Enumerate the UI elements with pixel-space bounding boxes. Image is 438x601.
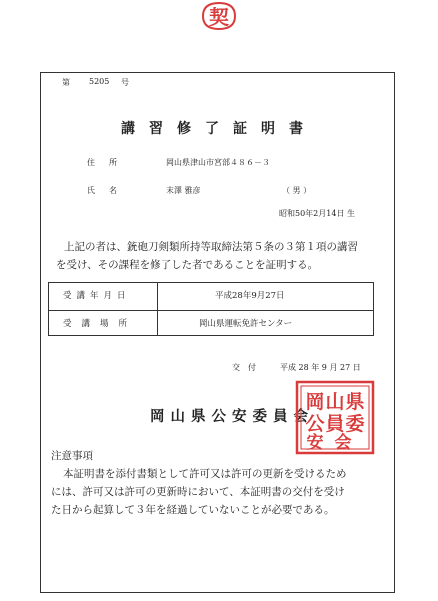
seal-char: 山 (325, 391, 345, 413)
issue-label: 交 付 (232, 363, 256, 372)
body-line-2: を受け、その課程を修了した者であることを証明する。 (56, 259, 319, 271)
table-row (49, 283, 373, 310)
course-info-table (48, 282, 374, 336)
seal-char: 員 (325, 413, 345, 435)
body-line-1: 上記の者は、銃砲刀剣類所持等取締法第５条の３第１項の講習 (64, 241, 358, 253)
seal-char: 委 (345, 413, 365, 435)
table-row (49, 310, 373, 338)
seal-char: 県 (345, 391, 365, 413)
notes-line-2: には、許可又は許可の更新時において、本証明書の交付を受け (51, 486, 345, 498)
page-title: 講習修了証明書 (121, 121, 317, 137)
name-label: 氏名 (87, 186, 131, 195)
number-prefix: 第 (62, 78, 70, 87)
top-stamp-glyph: 契 (209, 5, 229, 29)
name-value: 末澤 雅彦 (166, 186, 201, 195)
date-label: 受講年月日 (63, 291, 131, 301)
issue-date: 平成 28 年 9 月 27 日 (280, 363, 361, 372)
birth-date: 昭和50年2月14日 生 (279, 209, 355, 218)
seal-char: 岡 (305, 391, 325, 413)
place-label: 受講場所 (63, 319, 138, 329)
official-seal (295, 380, 375, 455)
top-red-stamp (200, 0, 238, 32)
date-value: 平成28年9月27日 (215, 291, 285, 301)
address-label: 住所 (87, 158, 131, 167)
place-value: 岡山県運転免許センター (199, 319, 293, 329)
notes-heading: 注意事項 (51, 450, 93, 462)
address-value: 岡山県津山市宮部４８６－３ (166, 158, 270, 167)
seal-char: 安 (306, 433, 324, 453)
seal-char: 会 (334, 433, 352, 453)
notes-line-3: た日から起算して３年を経過していないことが必要である。 (51, 504, 335, 516)
issuing-authority: 岡山県公安委員会 (150, 408, 314, 425)
certificate-number: 5205 (89, 77, 110, 86)
number-suffix: 号 (121, 78, 129, 87)
gender: （ 男 ） (282, 186, 312, 195)
notes-line-1: 本証明書を添付書類として許可又は許可の更新を受けるため (63, 468, 347, 480)
seal-char: 公 (305, 413, 325, 435)
